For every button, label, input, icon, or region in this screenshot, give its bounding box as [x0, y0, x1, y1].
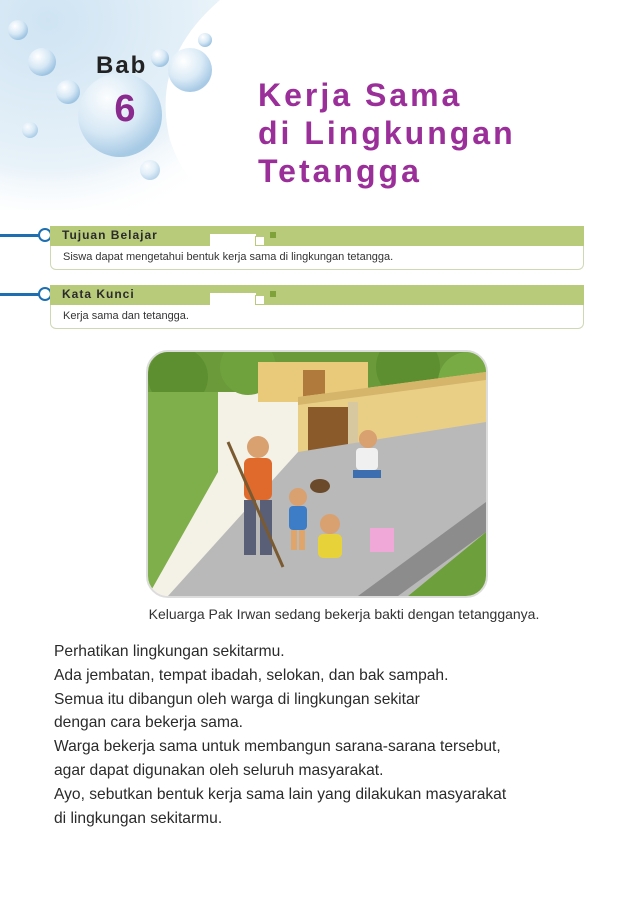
header-notch-top [210, 226, 256, 234]
header-notch-top [210, 285, 256, 293]
illustration-caption [0, 606, 638, 622]
chapter-label: Bab [96, 52, 148, 79]
keywords-text: Kerja sama dan tetangga. [63, 310, 189, 322]
body-line: di lingkungan sekitarmu. [54, 809, 223, 827]
square-decoration-icon [255, 236, 265, 246]
chapter-title-line: Tetangga [258, 153, 422, 189]
body-line: Ayo, sebutkan bentuk kerja sama lain yang dilakukan masyarakat [54, 785, 507, 803]
square-decoration-icon [270, 232, 276, 238]
body-paragraph [54, 640, 614, 830]
learning-goal-box [50, 226, 584, 272]
body-line: agar dapat digunakan oleh seluruh masyarakat. [54, 761, 384, 779]
body-line: Semua itu dibangun oleh warga di lingkungan sekitar [54, 690, 420, 708]
body-line: dengan cara bekerja sama. [54, 714, 243, 732]
keywords-box [50, 285, 584, 331]
body-line: Warga bekerja sama untuk membangun sarana-sarana tersebut, [54, 738, 501, 756]
chapter-title-line: di Lingkungan [258, 115, 516, 151]
body-line: Perhatikan lingkungan sekitarmu. [54, 643, 285, 660]
learning-goal-body [50, 246, 584, 270]
keywords-title: Kata Kunci [62, 287, 135, 301]
learning-goal-text: Siswa dapat mengetahui bentuk kerja sama di lingkungan tetangga. [63, 251, 394, 263]
chapter-title [258, 76, 516, 190]
square-decoration-icon [255, 295, 265, 305]
illustration-caption-text: Keluarga Pak Irwan sedang bekerja bakti dengan tetangganya. [148, 606, 540, 622]
learning-goal-title: Tujuan Belajar [62, 228, 158, 242]
keywords-body [50, 305, 584, 329]
illustration-drawing [148, 352, 486, 596]
chapter-number: 6 [114, 88, 136, 130]
chapter-title-line: Kerja Sama [258, 77, 463, 113]
square-decoration-icon [270, 291, 276, 297]
body-line: Ada jembatan, tempat ibadah, selokan, dan bak sampah. [54, 666, 449, 684]
community-work-illustration [146, 350, 488, 598]
